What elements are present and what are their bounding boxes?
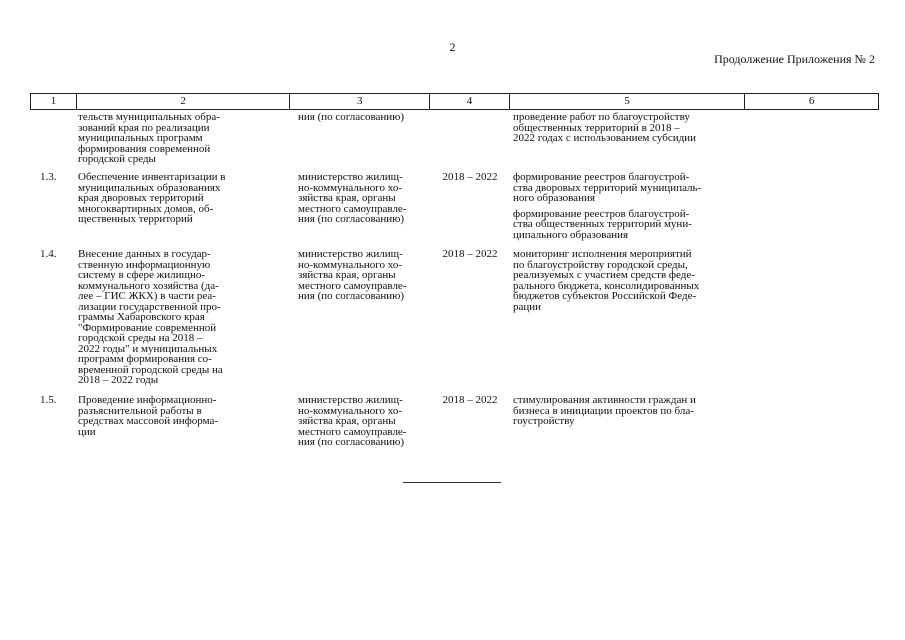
continuation-caption: Продолжение Приложения № 2 <box>714 52 875 66</box>
text-line: городской среды на 2018 – <box>78 332 203 344</box>
text-line: Обеспечение инвентаризации в <box>78 171 226 183</box>
executor-cell <box>290 172 430 249</box>
text-line: зяйства края, органы <box>298 269 396 281</box>
table-row <box>30 395 879 465</box>
text-line: по благоустройству городской среды, <box>513 258 688 271</box>
item-number <box>30 112 76 172</box>
text-line: ции <box>78 425 96 438</box>
result-cell <box>510 249 746 395</box>
text-line: лизации государственной про- <box>78 300 221 313</box>
text-line: ния (по согласованию) <box>298 436 405 448</box>
measure-cell <box>76 172 290 249</box>
text-line: 2022 годы" и муниципальных <box>78 342 218 355</box>
column-header-5: 5 <box>510 94 745 109</box>
column-header-6: 6 <box>808 95 815 107</box>
text-line: 2022 годах с использованием субсидии <box>513 132 696 144</box>
text-line: щественных территорий <box>78 213 193 225</box>
text-line: рации <box>513 300 542 313</box>
text-line: граммы Хабаровского края <box>78 311 205 323</box>
measure-cell <box>76 112 290 172</box>
text-line: министерство жилищ- <box>298 248 403 260</box>
text-line: 2018 – 2022 годы <box>78 374 159 386</box>
text-line: ного образования <box>513 192 595 204</box>
result-paragraph <box>513 112 742 144</box>
text-line: зований края по реализации <box>78 121 210 134</box>
text-line: местного самоуправле- <box>298 425 407 438</box>
text-line: рального бюджета, консолидированных <box>513 279 700 292</box>
column-header-1: 1 <box>31 94 77 109</box>
text-line: "Формирование современной <box>78 321 217 334</box>
measure-cell <box>76 249 290 395</box>
text-line: бюджетов субъектов Российской Феде- <box>513 290 697 302</box>
text-line: зяйства края, органы <box>298 415 396 427</box>
text-line: ния (по согласованию) <box>298 111 405 123</box>
text-line: формирование реестров благоустрой- <box>513 207 690 220</box>
text-line: местного самоуправле- <box>298 279 407 292</box>
text-line: общественных территорий в 2018 – <box>513 121 680 134</box>
text-line: министерство жилищ- <box>298 171 403 183</box>
text-line: мониторинг исполнения мероприятий <box>513 248 692 260</box>
text-line: бизнеса в инициации проектов по бла- <box>513 404 694 417</box>
result-paragraph <box>513 249 742 312</box>
text-line: муниципальных образованиях <box>78 181 221 194</box>
text-line: городской среды <box>78 153 156 165</box>
text-line: ципального образования <box>513 228 629 241</box>
table-row <box>30 112 879 172</box>
column-header-2: 2 <box>77 94 291 109</box>
period-cell <box>430 112 510 172</box>
text-line: гоустройству <box>513 415 575 427</box>
text-line: но-коммунального хо- <box>298 258 403 271</box>
text-line: ственную информационную <box>78 258 211 271</box>
text-line: ния (по согласованию) <box>298 290 405 302</box>
text-line: тельств муниципальных обра- <box>78 111 220 123</box>
period-cell: 2018 – 2022 <box>442 171 498 183</box>
table-body <box>30 112 879 465</box>
text-line: стимулирования активности граждан и <box>513 394 696 406</box>
result-cell <box>510 112 746 172</box>
result-paragraph <box>513 395 742 427</box>
table-row <box>30 172 879 249</box>
text-line: средствах массовой информа- <box>78 415 219 427</box>
text-line: но-коммунального хо- <box>298 181 403 194</box>
result-cell <box>510 395 746 465</box>
text-line: но-коммунального хо- <box>298 404 403 417</box>
note-cell <box>746 395 879 465</box>
table-row <box>30 249 879 395</box>
item-number: 1.4. <box>40 248 57 260</box>
text-line: муниципальных программ <box>78 132 203 144</box>
text-line: Внесение данных в государ- <box>78 248 211 260</box>
executor-cell <box>290 249 430 395</box>
executor-cell <box>290 112 430 172</box>
text-line: министерство жилищ- <box>298 394 403 406</box>
result-cell <box>510 172 746 249</box>
column-header-3: 3 <box>290 94 430 109</box>
period-cell: 2018 – 2022 <box>442 394 498 406</box>
text-line: временной городской среды на <box>78 363 223 376</box>
item-number: 1.3. <box>40 171 57 183</box>
text-line: коммунального хозяйства (да- <box>78 279 219 292</box>
text-line: ния (по согласованию) <box>298 213 405 225</box>
table-header <box>30 93 879 110</box>
text-line: лее – ГИС ЖКХ) в части реа- <box>78 290 216 302</box>
measure-cell <box>76 395 290 465</box>
text-line: систему в сфере жилищно- <box>78 269 206 281</box>
column-header-4: 4 <box>430 94 510 109</box>
text-line: программ формирования со- <box>78 353 212 365</box>
text-line: Проведение информационно- <box>78 394 217 406</box>
end-divider <box>403 482 501 483</box>
note-cell <box>746 112 879 172</box>
text-line: разъяснительной работы в <box>78 404 202 417</box>
note-cell <box>746 172 879 249</box>
text-line: реализуемых с участием средств феде- <box>513 269 695 281</box>
executor-cell <box>290 395 430 465</box>
page-number: 2 <box>449 40 456 54</box>
text-line: ства дворовых территорий муниципаль- <box>513 181 702 194</box>
note-cell <box>746 249 879 395</box>
result-paragraph <box>513 172 742 204</box>
period-cell: 2018 – 2022 <box>442 248 498 260</box>
text-line: зяйства края, органы <box>298 192 396 204</box>
result-paragraph <box>513 209 742 241</box>
text-line: многоквартирных домов, об- <box>78 202 214 215</box>
text-line: края дворовых территорий <box>78 192 204 204</box>
text-line: формирование реестров благоустрой- <box>513 171 690 183</box>
text-line: проведение работ по благоустройству <box>513 111 690 123</box>
item-number: 1.5. <box>40 394 57 406</box>
text-line: ства общественных территорий муни- <box>513 218 692 230</box>
text-line: формирования современной <box>78 142 211 155</box>
text-line: местного самоуправле- <box>298 202 407 215</box>
